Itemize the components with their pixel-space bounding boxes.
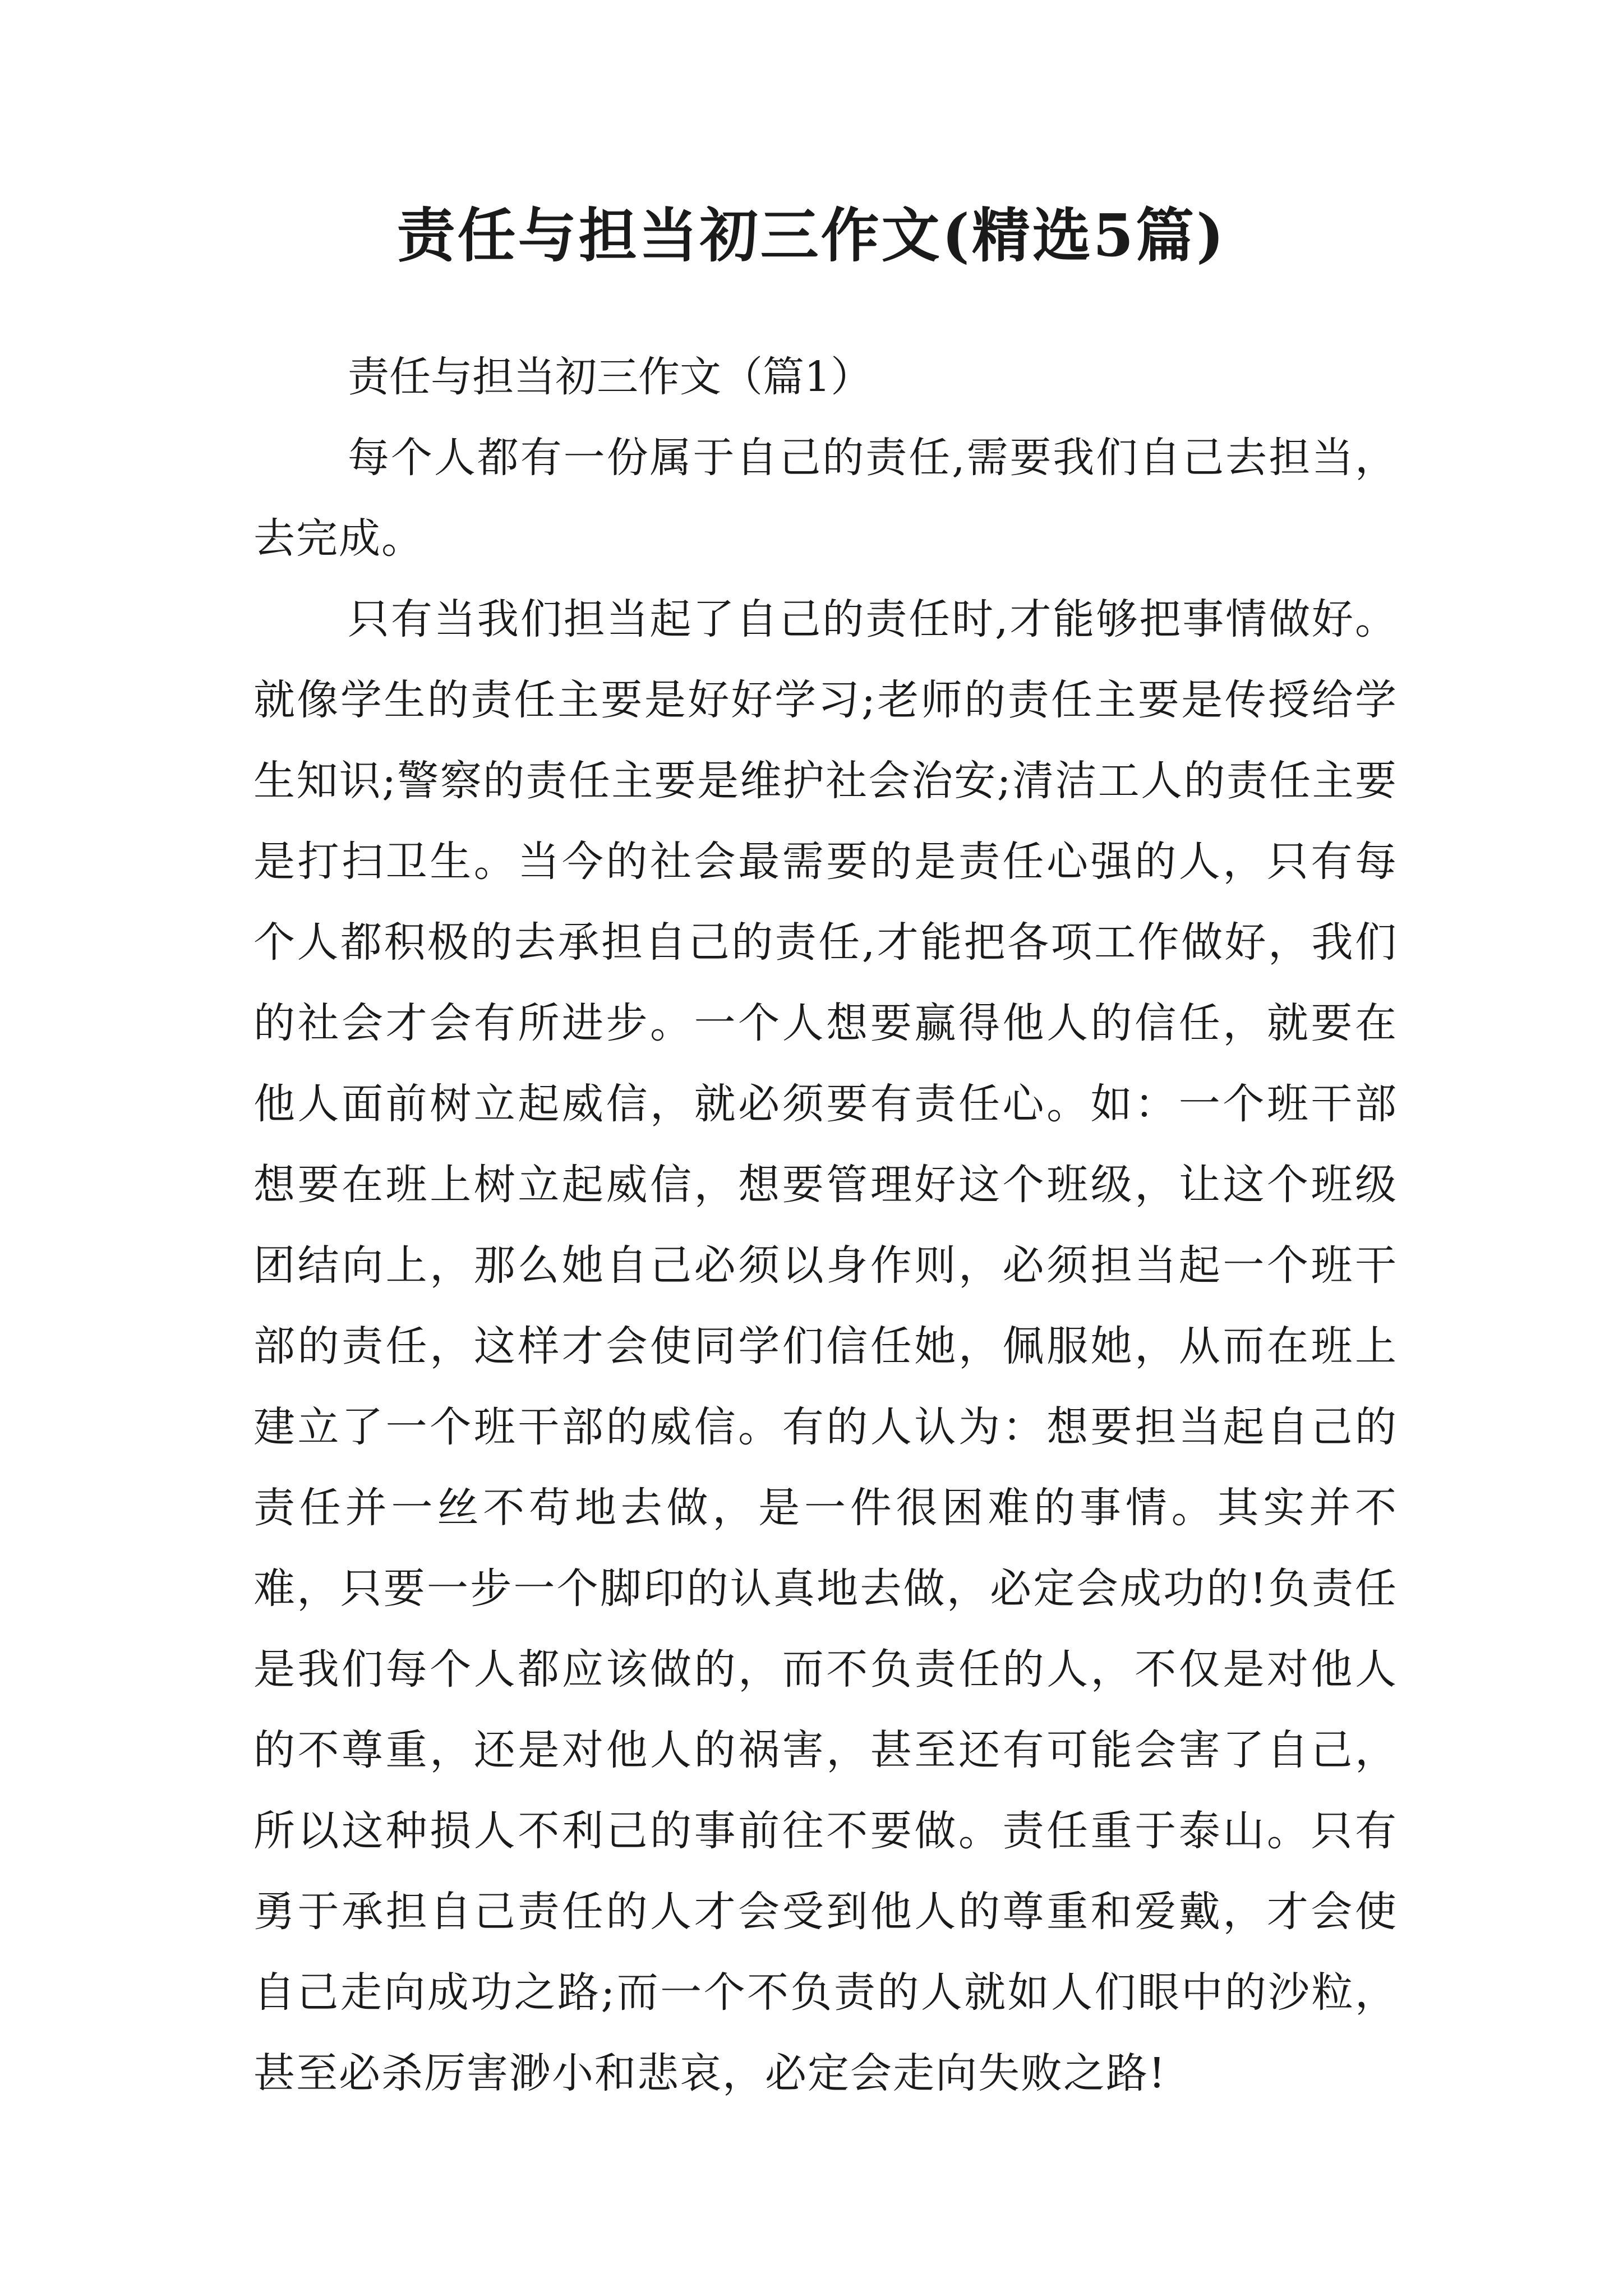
paragraph-2: 只有当我们担当起了自己的责任时,才能够把事情做好。就像学生的责任主要是好好学习;老师的责任主要是传授给学生知识;警察的责任主要是维护社会治安;清洁工人的责任主要是打扫卫生。当今的社会最需要的是责任心强的人，只有每个人都积极的去承担自己的责任,才能把各项工作做好，我们的社会才会有所进步。一个人想要赢得他人的信任，就要在他人面前树立起威信，就必须要有责任心。如：一个班干部想要在班上树立起威信，想要管理好这个班级，让这个班级团结向上，那么她自己必须以身作则，必须担当起一个班干部的责任，这样才会使同学们信任她，佩服她，从而在班上建立了一个班干部的威信。有的人认为：想要担当起自己的责任并一丝不苟地去做，是一件很困难的事情。其实并不难，只要一步一个脚印的认真地去做，必定会成功的!负责任是我们每个人都应该做的，而不负责任的人，不仅是对他人的不尊重，还是对他人的祸害，甚至还有可能会害了自己，所以这种损人不利己的事前往不要做。责任重于泰山。只有勇于承担自己责任的人才会受到他人的尊重和爱戴，才会使自己走向成功之路;而一个不负责的人就如人们眼中的沙粒，甚至必杀厉害渺小和悲哀，必定会走向失败之路! [253, 595, 1398, 2097]
document-body [253, 337, 1398, 2114]
document-title: 责任与担当初三作文(精选5篇) [396, 201, 1227, 270]
paragraph-1: 每个人都有一份属于自己的责任,需要我们自己去担当，去完成。 [253, 434, 1398, 563]
section-heading: 责任与担当初三作文（篇1） [348, 353, 873, 401]
